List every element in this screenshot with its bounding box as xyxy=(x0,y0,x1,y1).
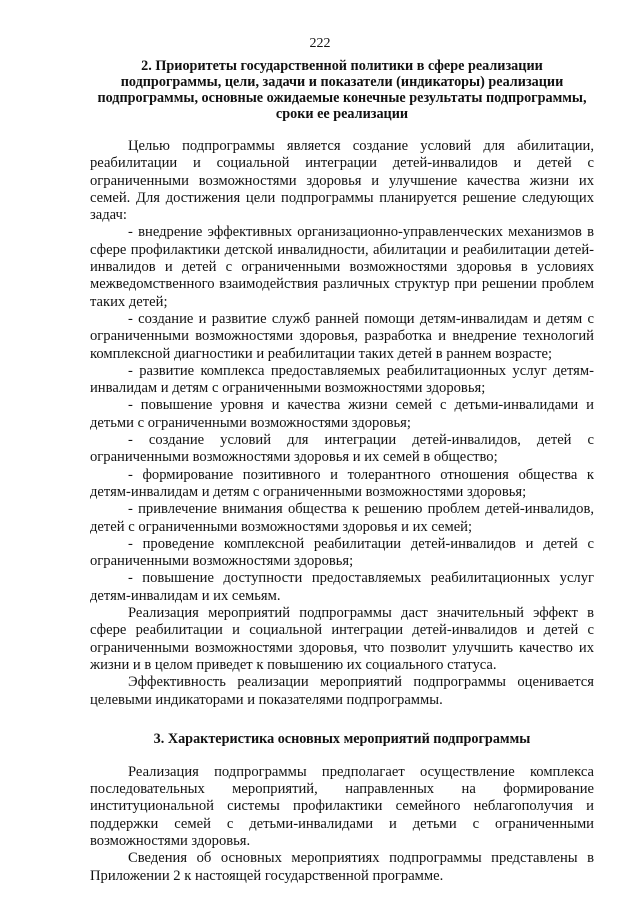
task-list-item: - развитие комплекса предоставляемых реабилитационных услуг детям-инвалидам и детям с ограниченными возможностями здоровья; xyxy=(90,362,594,397)
task-list-item: - проведение комплексной реабилитации детей-инвалидов и детей с ограниченными возможностями здоровья; xyxy=(90,535,594,570)
paragraph: Целью подпрограммы является создание условий для абилитации, реабилитации и социальной интеграции детей-инвалидов и детей с ограниченными возможностями здоровья и улучшение качества жизни их семей. Для достижения цели подпрограммы планируется решение следующих задач: xyxy=(90,138,594,224)
task-list-item: - привлечение внимания общества к решению проблем детей-инвалидов, детей с ограниченными возможностями здоровья и их семей; xyxy=(90,501,594,535)
section-3-body xyxy=(90,764,594,885)
page-number: 222 xyxy=(309,36,331,51)
task-list-item: - внедрение эффективных организационно-управленческих механизмов в сфере профилактики детской инвалидности, абилитации и реабилитации детей-инвалидов и детей с ограниченными возможностями здоровья в условиях межведомственного взаимодействия различных структур при решении проблем таких детей; xyxy=(90,224,594,310)
task-list-item: - повышение уровня и качества жизни семей с детьми-инвалидами и детьми с ограниченными возможностями здоровья; xyxy=(90,397,594,431)
paragraph: Реализация мероприятий подпрограммы даст значительный эффект в сфере реабилитации и социальной интеграции детей-инвалидов и детей с ограниченными возможностями здоровья, что позволит улучшить качество их жизни и в целом приведет к повышению их социального статуса. xyxy=(90,605,594,673)
paragraph: Эффективность реализации мероприятий подпрограммы оценивается целевыми индикаторами и показателями подпрограммы. xyxy=(90,674,594,708)
task-list-item: - создание и развитие служб ранней помощи детям-инвалидам и детям с ограниченными возможностями здоровья, разработка и внедрение технологий комплексной диагностики и реабилитации таких детей в раннем возрасте; xyxy=(90,310,594,362)
task-list-item: - формирование позитивного и толерантного отношения общества к детям-инвалидам и детям с ограниченными возможностями здоровья; xyxy=(90,466,594,500)
paragraph: Реализация подпрограммы предполагает осуществление комплекса последовательных мероприятий, направленных на формирование институциональной системы профилактики семейного неблагополучия и поддержки семей с детьми-инвалидами и детьми с ограниченными возможностями здоровья. xyxy=(90,763,594,849)
section-3-heading: 3. Характеристика основных мероприятий подпрограммы xyxy=(153,730,531,747)
section-2-heading: 2. Приоритеты государственной политики в сфере реализации подпрограммы, цели, задачи и показатели (индикаторы) реализации подпрограммы, основные ожидаемые конечные результаты подпрограммы, сроки ее реализации xyxy=(97,58,587,122)
page-content xyxy=(90,58,594,885)
task-list-item: - создание условий для интеграции детей-инвалидов, детей с ограниченными возможностями здоровья и их семей в общество; xyxy=(90,432,594,466)
task-list-item: - повышение доступности предоставляемых реабилитационных услуг детям-инвалидам и их семьям. xyxy=(90,570,594,604)
section-2-body xyxy=(90,138,594,709)
paragraph: Сведения об основных мероприятиях подпрограммы представлены в Приложении 2 к настоящей государственной программе. xyxy=(90,850,594,884)
